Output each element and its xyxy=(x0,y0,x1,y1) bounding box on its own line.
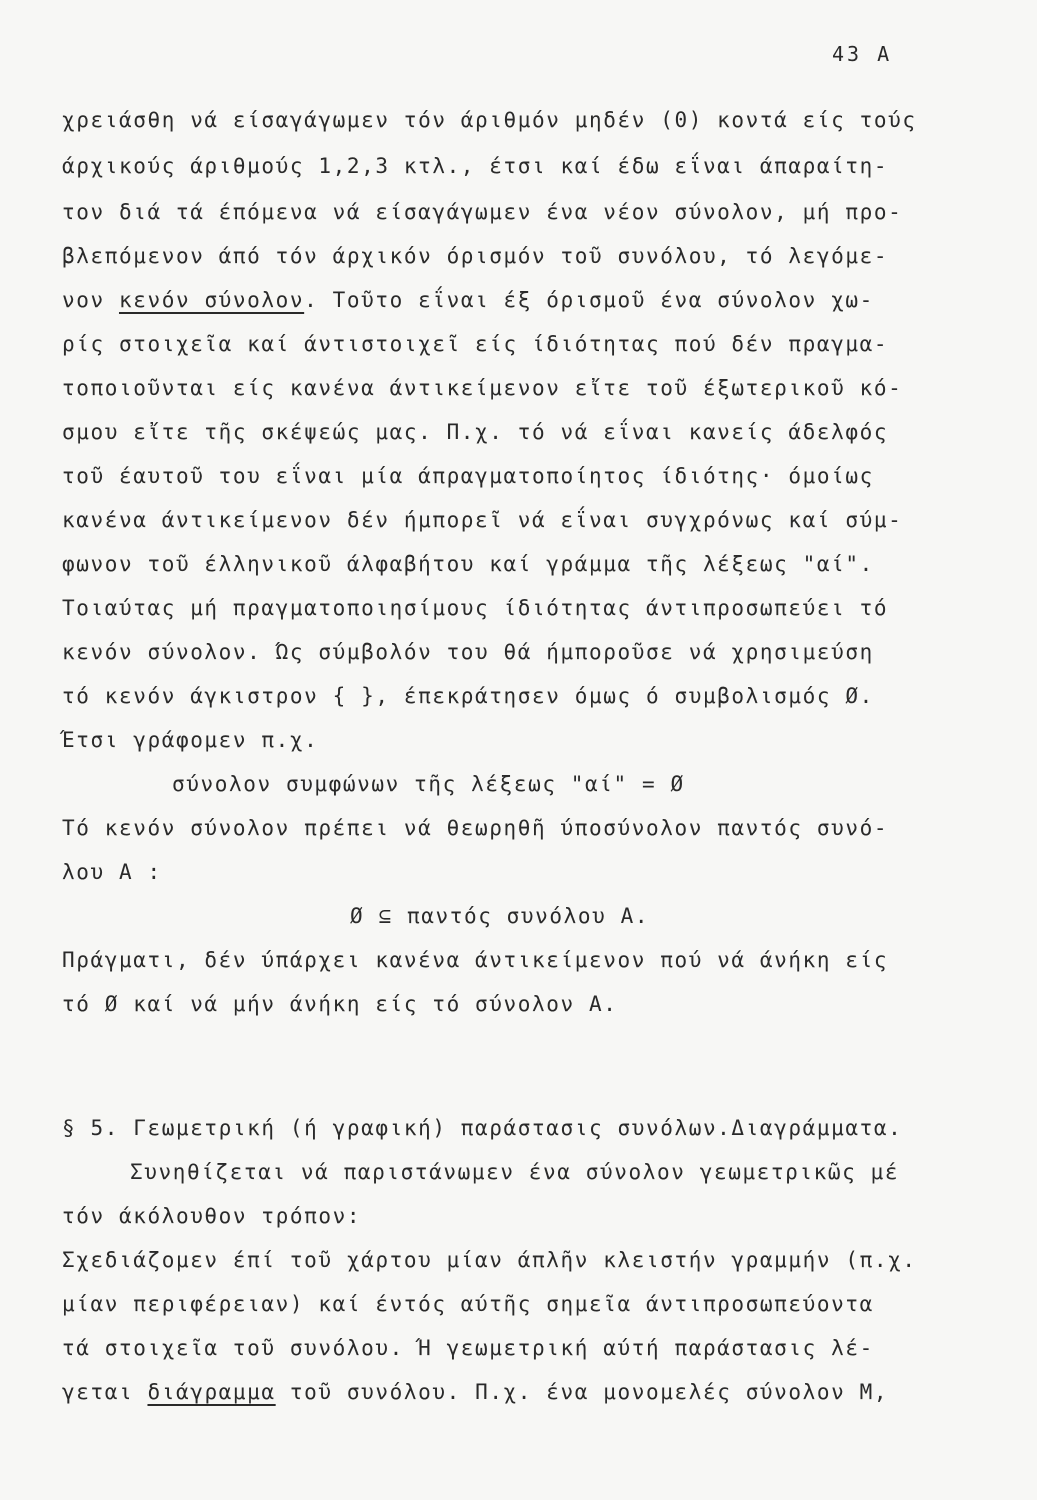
text-line xyxy=(62,1380,888,1404)
text-line: άρχικούς άριθμούς 1,2,3 κτλ., έτσι καί έδω εΐναι άπαραίτη- xyxy=(62,154,889,178)
text-line: Έτσι γράφομεν π.χ. xyxy=(62,728,319,752)
text-segment: νον xyxy=(62,288,119,312)
text-line: τοῦ έαυτοῦ του εΐναι μία άπραγματοποίητος ίδιότης· όμοίως xyxy=(62,464,874,488)
text-line: τον διά τά έπόμενα νά είσαγάγωμεν ένα νέον σύνολον, μή προ- xyxy=(62,200,903,224)
text-line: ρίς στοιχεῖα καί άντιστοιχεῖ είς ίδιότητας πού δέν πραγμα- xyxy=(62,332,889,356)
text-line: τόν άκόλουθον τρόπον: xyxy=(62,1204,362,1228)
text-segment: τοῦ συνόλου. Π.χ. ένα μονομελές σύνολον Μ, xyxy=(275,1380,889,1404)
text-line xyxy=(62,288,874,312)
text-line: τοποιοῦνται είς κανένα άντικείμενον εἴτε τοῦ έξωτερικοῦ κό- xyxy=(62,376,903,400)
formula-line: σύνολον συμφώνων τῆς λέξεως "αί" = Ø xyxy=(172,772,685,796)
text-segment: γεται xyxy=(62,1380,148,1404)
text-line: σμου εἴτε τῆς σκέψεώς μας. Π.χ. τό νά εΐναι κανείς άδελφός xyxy=(62,420,889,444)
text-line: τό Ø καί νά μήν άνήκη είς τό σύνολον Α. xyxy=(62,992,618,1016)
formula-line: Ø ⊆ παντός συνόλου Α. xyxy=(350,904,650,928)
text-line: Σχεδιάζομεν έπί τοῦ χάρτου μίαν άπλῆν κλειστήν γραμμήν (π.χ. xyxy=(62,1248,917,1272)
page-number: 43 A xyxy=(832,42,893,66)
text-line: Τό κενόν σύνολον πρέπει νά θεωρηθῆ ύποσύνολον παντός συνό- xyxy=(62,816,889,840)
text-line: Τοιαύτας μή πραγματοποιησίμους ίδιότητας άντιπροσωπεύει τό xyxy=(62,596,889,620)
text-line: μίαν περιφέρειαν) καί έντός αύτῆς σημεῖα άντιπροσωπεύοντα xyxy=(62,1292,874,1316)
term-diagram: διάγραμμα xyxy=(147,1380,276,1404)
term-empty-set: κενόν σύνολον xyxy=(118,288,305,312)
text-line: βλεπόμενον άπό τόν άρχικόν όρισμόν τοῦ συνόλου, τό λεγόμε- xyxy=(62,244,889,268)
text-line: Πράγματι, δέν ύπάρχει κανένα άντικείμενον πού νά άνήκη είς xyxy=(62,948,889,972)
text-line: Συνηθίζεται νά παριστάνωμεν ένα σύνολον γεωμετρικῶς μέ xyxy=(130,1160,900,1184)
text-line: χρειάσθη νά είσαγάγωμεν τόν άριθμόν μηδέν (0) κοντά είς τούς xyxy=(62,108,917,132)
text-segment: . Τοῦτο εΐναι έξ όρισμοῦ ένα σύνολον χω- xyxy=(304,288,874,312)
text-line: κανένα άντικείμενον δέν ήμπορεῖ νά εΐναι συγχρόνως καί σύμ- xyxy=(62,508,903,532)
text-line: λου Α : xyxy=(62,860,162,884)
text-line: τά στοιχεῖα τοῦ συνόλου. Ή γεωμετρική αύτή παράστασις λέ- xyxy=(62,1336,874,1360)
text-line: κενόν σύνολον. Ώς σύμβολόν του θά ήμποροῦσε νά χρησιμεύση xyxy=(62,640,874,664)
text-line: φωνον τοῦ έλληνικοῦ άλφαβήτου καί γράμμα τῆς λέξεως "αί". xyxy=(62,552,874,576)
text-line: τό κενόν άγκιστρον { }, έπεκράτησεν όμως ό συμβολισμός Ø. xyxy=(62,684,874,708)
section-heading: § 5. Γεωμετρική (ή γραφική) παράστασις συνόλων.Διαγράμματα. xyxy=(62,1116,903,1140)
